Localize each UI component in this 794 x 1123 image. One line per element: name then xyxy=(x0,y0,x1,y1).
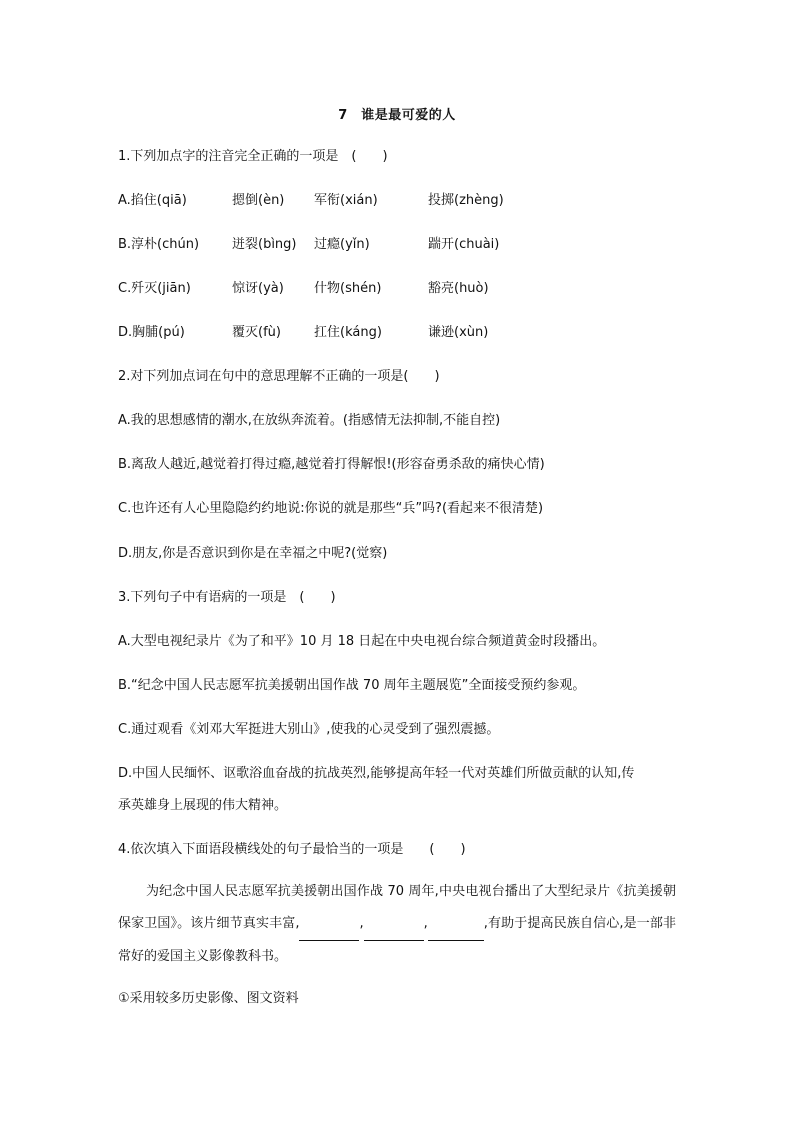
passage-text: 为纪念中国人民志愿军抗美援朝出国作战 70 周年,中央电视台播出了大型纪录片《抗美援朝保家卫国》。该片细节真实丰富, xyxy=(118,884,676,931)
passage-text: ,有助于提高民族自信心,是一部非常好的爱国主义影像教科书。 xyxy=(118,916,677,964)
blank-3 xyxy=(428,908,484,941)
option-cell: 豁亮(huò) xyxy=(428,281,489,296)
question-3-option-b: B.“纪念中国人民志愿军抗美援朝出国作战 70 周年主题展览”全面接受预约参观。 xyxy=(118,678,586,693)
question-3-option-a: A.大型电视纪录片《为了和平》10 月 18 日起在中央电视台综合频道黄金时段播出。 xyxy=(118,634,606,649)
option-cell: B.淳朴(chún) xyxy=(118,237,200,252)
option-cell: 扛住(káng) xyxy=(314,325,382,340)
blank-2 xyxy=(364,908,424,941)
question-2-stem: 2.对下列加点词在句中的意思理解不正确的一项是( ) xyxy=(118,369,440,384)
question-1-option-c xyxy=(118,280,718,298)
option-cell: 踹开(chuài) xyxy=(428,237,500,252)
option-cell: 覆灭(fù) xyxy=(232,325,281,340)
question-4-stem: 4.依次填入下面语段横线处的句子最恰当的一项是 ( ) xyxy=(118,842,466,857)
option-cell: 惊讶(yà) xyxy=(232,281,284,296)
option-cell: 什物(shén) xyxy=(314,281,382,296)
question-2-option-a: A.我的思想感情的潮水,在放纵奔流着。(指感情无法抑制,不能自控) xyxy=(118,413,501,428)
question-2-option-c: C.也许还有人心里隐隐约约地说:你说的就是那些“兵”吗?(看起来不很清楚) xyxy=(118,501,544,516)
question-4-item-1: ①采用较多历史影像、图文资料 xyxy=(118,991,299,1006)
option-cell: 谦逊(xùn) xyxy=(428,325,489,340)
separator: , xyxy=(359,916,364,931)
question-3-option-c: C.通过观看《刘邓大军挺进大别山》,使我的心灵受到了强烈震撼。 xyxy=(118,722,500,737)
option-cell: 迸裂(bìng) xyxy=(232,237,297,252)
option-cell: A.掐住(qiā) xyxy=(118,193,187,208)
option-cell: 军衔(xián) xyxy=(314,193,378,208)
option-cell: 摁倒(èn) xyxy=(232,193,285,208)
question-3-option-d-continued: 承英雄身上展现的伟大精神。 xyxy=(118,798,288,813)
option-cell: D.胸脯(pú) xyxy=(118,325,185,340)
question-3-option-d: D.中国人民缅怀、讴歌浴血奋战的抗战英烈,能够提高年轻一代对英雄们所做贡献的认知,传 xyxy=(118,766,635,781)
option-cell: 过瘾(yǐn) xyxy=(314,237,370,252)
blank-1 xyxy=(299,908,359,941)
question-2-option-b: B.离敌人越近,越觉着打得过瘾,越觉着打得解恨!(形容奋勇杀敌的痛快心情) xyxy=(118,457,545,472)
question-4-passage xyxy=(118,876,676,973)
separator: , xyxy=(423,916,428,931)
page-title: 7 谁是最可爱的人 xyxy=(338,108,456,123)
question-1-option-a xyxy=(118,192,718,210)
question-2-option-d: D.朋友,你是否意识到你是在幸福之中呢?(觉察) xyxy=(118,546,388,561)
question-3-stem: 3.下列句子中有语病的一项是 ( ) xyxy=(118,590,336,605)
question-1-option-b xyxy=(118,236,718,254)
question-1-stem: 1.下列加点字的注音完全正确的一项是 ( ) xyxy=(118,149,388,164)
question-1-option-d xyxy=(118,324,718,342)
option-cell: 投掷(zhèng) xyxy=(428,193,504,208)
option-cell: C.歼灭(jiān) xyxy=(118,281,191,296)
